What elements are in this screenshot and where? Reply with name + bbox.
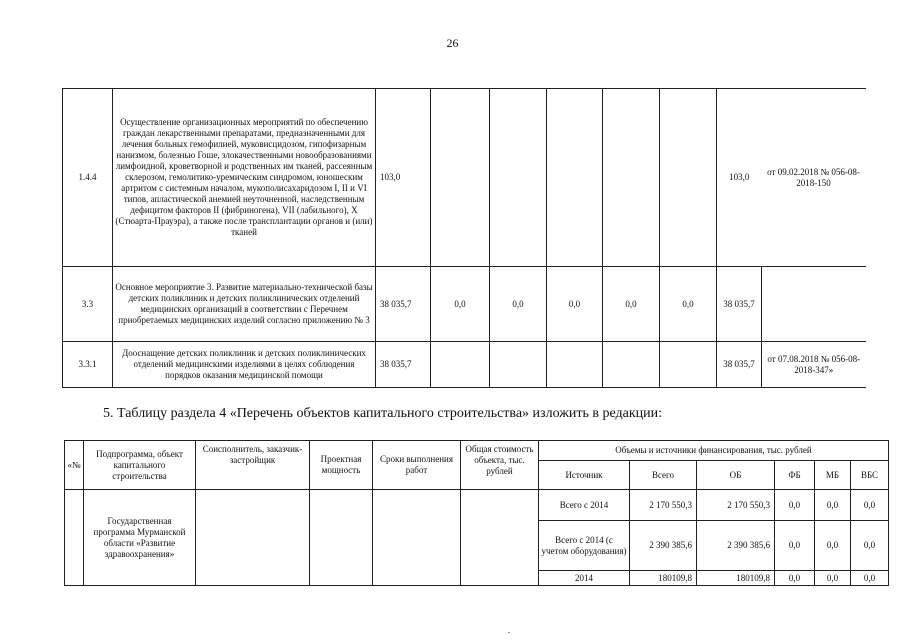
row-value [431,89,490,267]
row-total: 180109,8 [630,571,697,586]
col-header-capacity: Проектная мощность [310,441,373,490]
row-total: 38 035,7 [376,342,431,388]
row-value: 103,0 [717,89,762,267]
row-mb: 0,0 [815,571,851,586]
row-vbs: 0,0 [851,521,889,571]
row-description: Дооснащение детских поликлиник и детских поликлинических отделений медицинскими изделиями в целях соблюдения порядков оказания медицинской помощи [113,342,376,388]
row-source: 2014 [539,571,630,586]
row-fb: 0,0 [775,521,815,571]
row-value: 0,0 [603,267,660,342]
row-vbs: 0,0 [851,571,889,586]
row-agreement-ref [762,267,866,342]
row-agreement-ref: от 09.02.2018 № 056-08-2018-150 [762,89,866,267]
row-ob: 180109,8 [697,571,775,586]
row-value: 38 035,7 [717,267,762,342]
row-ob: 2 170 550,3 [697,490,775,521]
row-value [490,342,547,388]
capital-construction-table [64,440,889,586]
scan-speck [508,632,510,633]
row-value [660,89,717,267]
row-num-cell [65,490,84,586]
row-mb: 0,0 [815,521,851,571]
table-row [63,89,866,267]
col-header-cost: Общая стоимость объекта, тыс. рублей [461,441,539,490]
row-source: Всего с 2014 (с учетом оборудования) [539,521,630,571]
row-value [547,89,603,267]
row-value: 0,0 [490,267,547,342]
col-header-vbs: ВБС [851,461,889,490]
section-heading: 5. Таблицу раздела 4 «Перечень объектов капитального строительства» изложить в редакции: [103,406,663,421]
cost-cell [461,490,539,586]
row-ob: 2 390 385,6 [697,521,775,571]
col-header-fb: ФБ [775,461,815,490]
table-row [63,342,866,388]
col-header-terms: Сроки выполнения работ [373,441,461,490]
executor-cell [196,490,310,586]
row-value [660,342,717,388]
row-agreement-ref: от 07.08.2018 № 056-08-2018-347» [762,342,866,388]
col-header-financing: Объемы и источники финансирования, тыс. рублей [539,441,889,461]
row-description: Осуществление организационных мероприятий по обеспечению граждан лекарственными препаратами, предназначенными для лечения больных гемофилией, муковисцидозом, гипофизарным нанизмом, болезнью Гоше, злокачественными новообразованиями лимфоидной, кроветворной и родственных им тканей, рассеянным склерозом, гемолитико-уремическим синдромом, юношеским артритом с системным началом, мукополисахаридозом I, II и VI типов, апластической анемией неуточненной, наследственным дефицитом факторов II (фибриногена), VII (лабильного), X (Стюарта-Прауэра), а также после трансплантации органов и (или) тканей [113,89,376,267]
terms-cell [373,490,461,586]
table-row [65,490,889,521]
row-value: 0,0 [547,267,603,342]
activities-table [62,88,866,388]
table-header-row [65,441,889,461]
row-value: 0,0 [431,267,490,342]
row-value [547,342,603,388]
row-total: 38 035,7 [376,267,431,342]
col-header-ob: ОБ [697,461,775,490]
program-name: Государственная программа Мурманской области «Развитие здравоохранения» [84,490,196,586]
row-value [431,342,490,388]
col-header-total: Всего [630,461,697,490]
page-number: 26 [446,36,459,50]
row-fb: 0,0 [775,571,815,586]
row-fb: 0,0 [775,490,815,521]
row-value: 0,0 [660,267,717,342]
row-number: 1.4.4 [63,89,113,267]
row-vbs: 0,0 [851,490,889,521]
col-header-mb: МБ [815,461,851,490]
col-header-executor: Соисполнитель, заказчик-застройщик [196,441,310,490]
row-value [603,89,660,267]
row-value [603,342,660,388]
row-total: 103,0 [376,89,431,267]
row-mb: 0,0 [815,490,851,521]
row-value: 38 035,7 [717,342,762,388]
capacity-cell [310,490,373,586]
row-total: 2 170 550,3 [630,490,697,521]
col-header-subprogram: Подпрограмма, объект капитального строительства [84,441,196,490]
row-description: Основное мероприятие 3. Развитие материально-технической базы детских поликлиник и детских поликлинических отделений медицинских организаций в соответствии с Перечнем приобретаемых медицинских изделий согласно приложению № 3 [113,267,376,342]
col-header-num: «№ [65,441,84,490]
col-header-source: Источник [539,461,630,490]
row-number: 3.3.1 [63,342,113,388]
row-total: 2 390 385,6 [630,521,697,571]
row-value [490,89,547,267]
table-row [63,267,866,342]
row-source: Всего с 2014 [539,490,630,521]
row-number: 3.3 [63,267,113,342]
